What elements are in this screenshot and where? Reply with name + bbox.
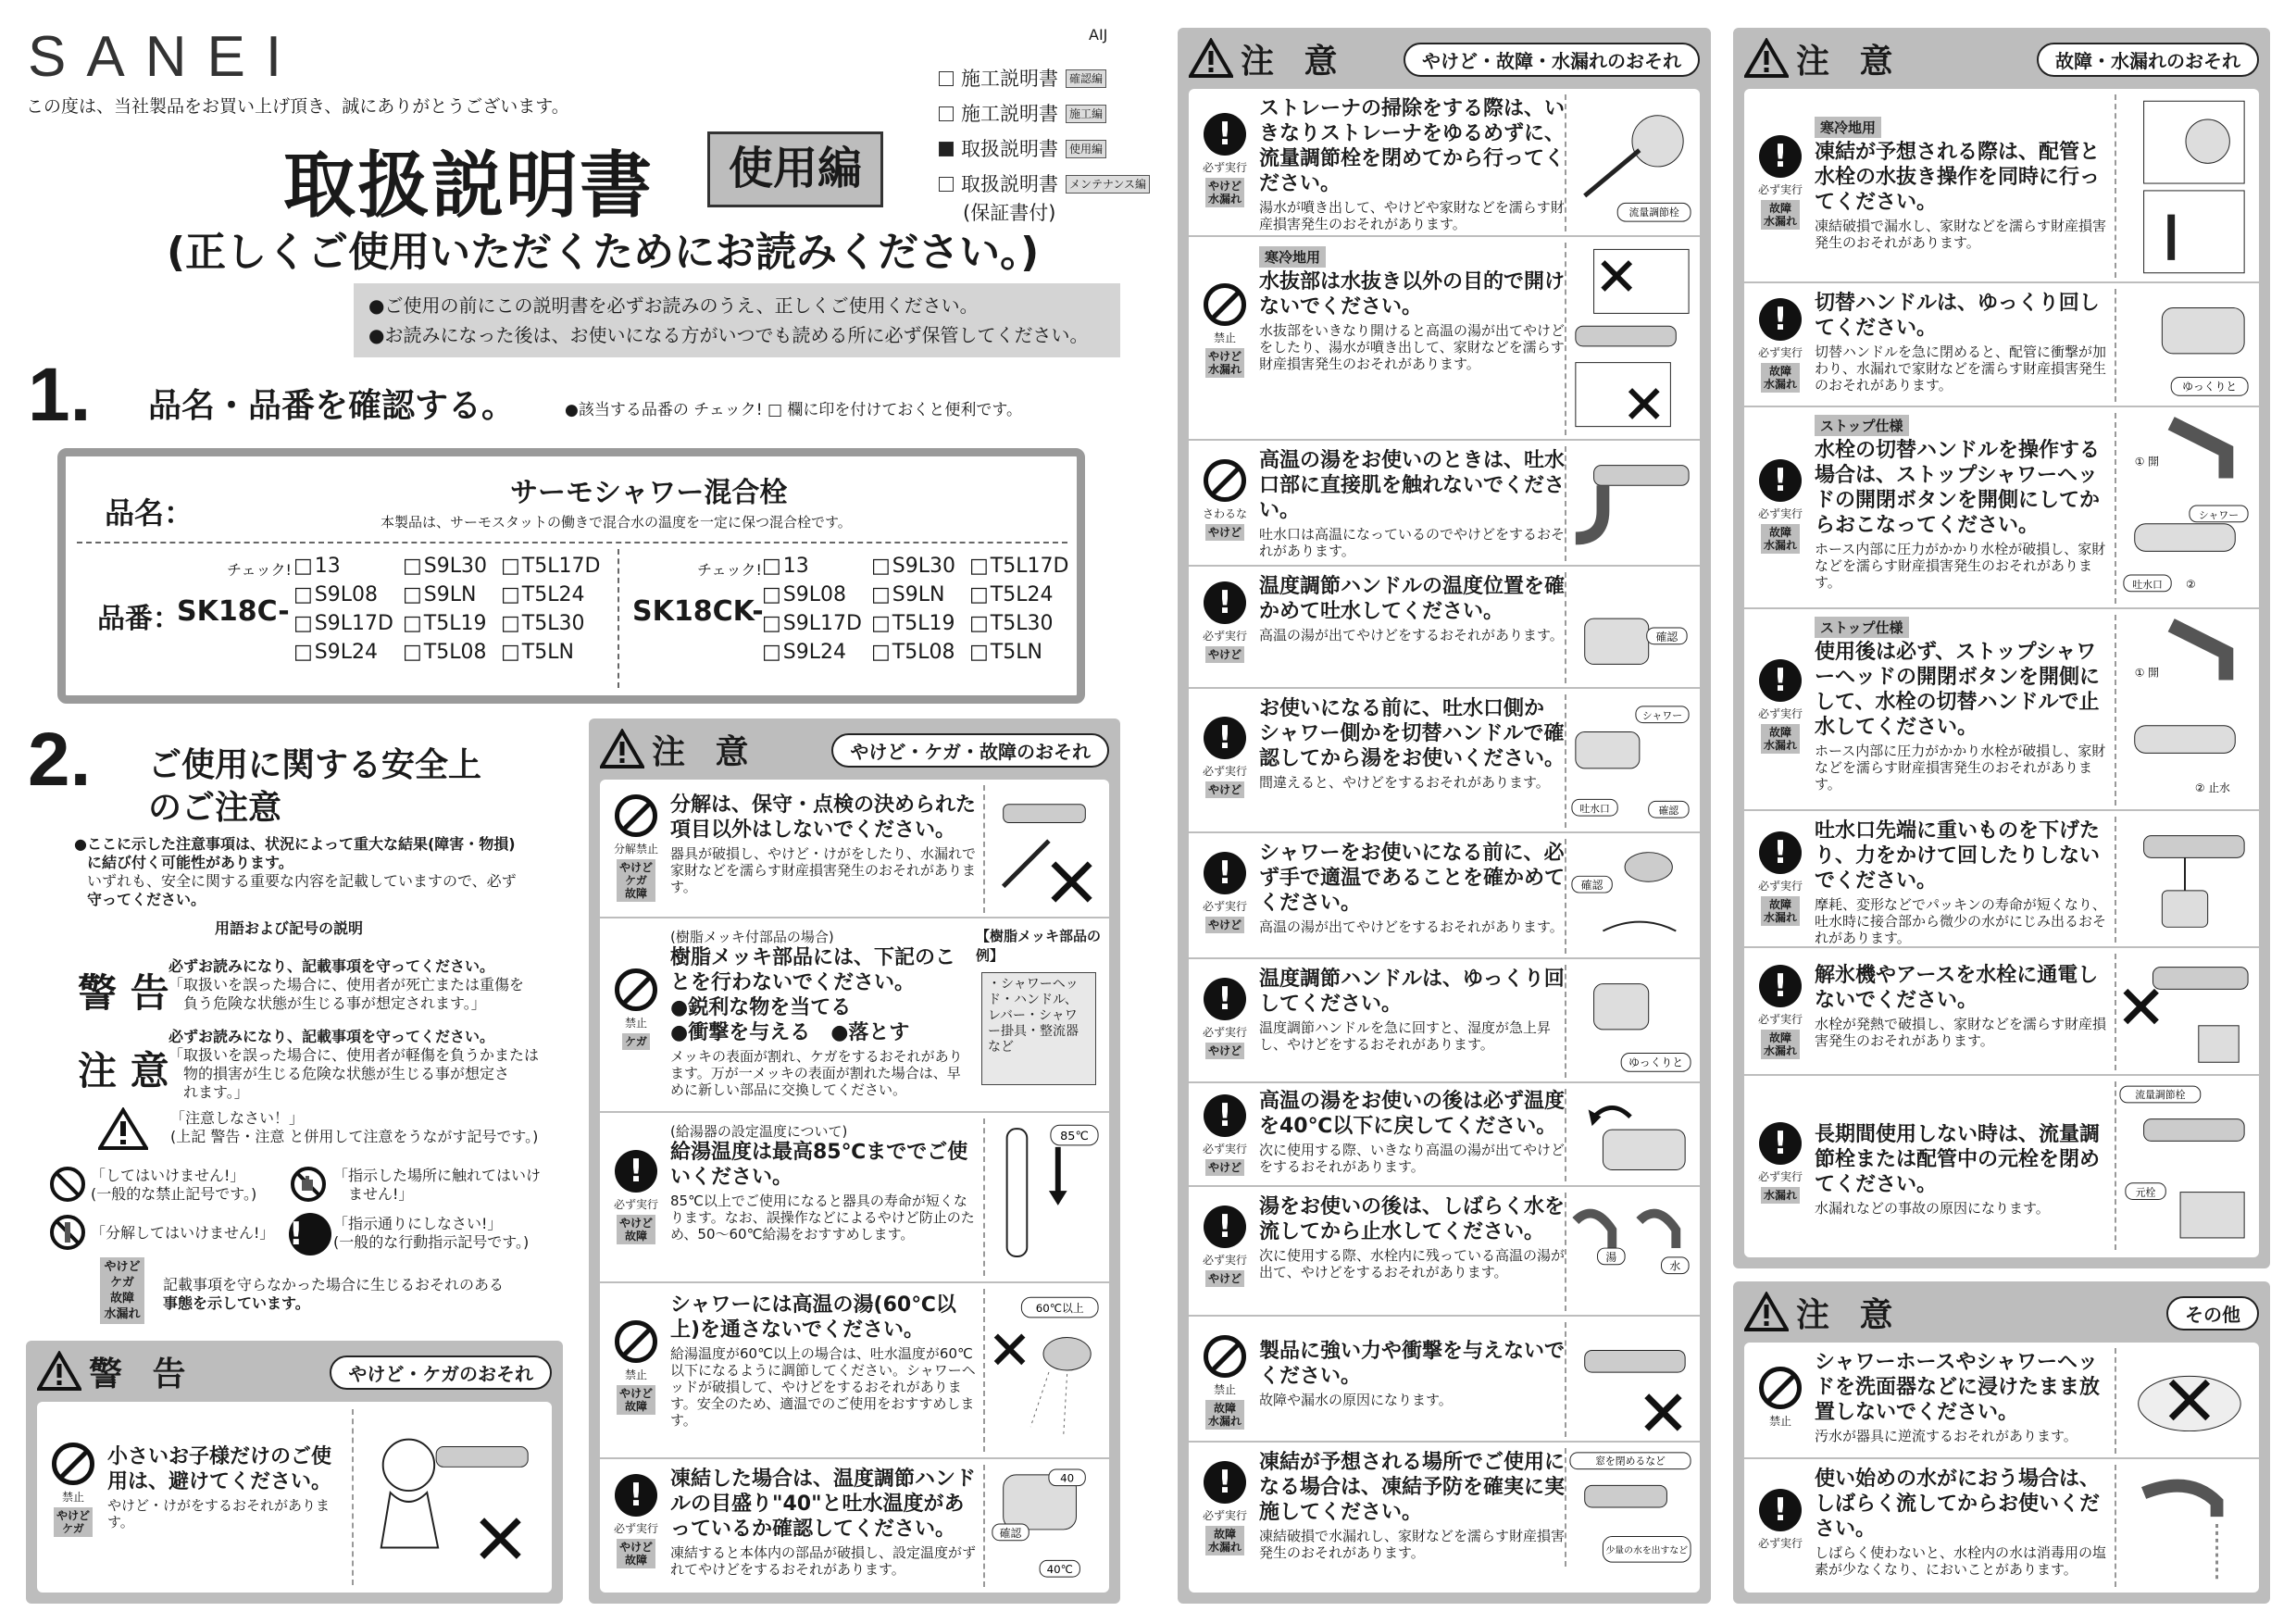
step2-label: ② [2185,577,2196,591]
code-option[interactable]: □ T5LN [501,641,599,664]
must-do-icon: ! [1759,1489,1802,1531]
hazard-tag: 故障 水漏れ [1761,524,1800,554]
must-do-icon: ! [1204,852,1246,894]
switch-handle-illustration [1565,694,1694,828]
code-option[interactable]: □ 13 [762,555,871,578]
caution-term: 注 意 [78,1048,169,1093]
code-option[interactable]: □ S9LN [871,583,969,606]
panel-title: 注 意 [652,732,758,771]
must-do-icon: ! [1204,717,1246,759]
product-description: 本製品は、サーモスタットの働きで混合水の温度を一定に保つ混合栓です。 [381,514,852,531]
heavy-object-illustration [2115,817,2253,943]
code-option[interactable]: □ S9L08 [293,583,403,606]
prohibit-icon [48,1165,87,1204]
code-option[interactable]: □ S9L08 [762,583,871,606]
prohibit-icon [615,1320,657,1363]
code-grid [762,555,1067,664]
checkbox[interactable] [939,71,954,86]
drain-operation-illustration [2115,94,2253,278]
slow-turn-illustration [1565,965,1694,1078]
must-do-icon: ! [1759,298,1802,341]
caution-item: ! 必ず実行 やけど 温度調節ハンドルの温度位置を確かめて吐水してください。 高温の湯が出てやけどをするおそれがあります。 確認 [1189,567,1700,689]
no-disassemble-icon [615,794,657,837]
switch-slowly-illustration [2115,289,2253,402]
code-option[interactable]: □ T5L24 [969,583,1067,606]
panel-body [37,1402,552,1593]
caution-item: ! 必ず実行 故障 水漏れ ストップ仕様 使用後は必ず、ストップシャワーヘッドの開閉ボタンを開側にして、水栓の切替ハンドルで止水してください。 ホース内部に圧力がかかり水栓が破損し、家財などを濡らす財産損害発生のおそれがあります。 ① 開 ② 止水 [1744,609,2259,811]
warning-description: 必ずお読みになり、記載事項を守ってください。 「取扱いを誤った場合に、使用者が死亡または重傷を 負う危険な状態が生じる事が想定されます。」 [168,957,525,1012]
code-option[interactable]: □ T5L30 [969,612,1067,635]
must-do-icon: ! [1204,1461,1246,1504]
small-flow-label: 少量の水を出すなど [1605,1545,1689,1556]
hazard-tag: やけど ケガ 故障 水漏れ [100,1257,144,1324]
product-name: サーモシャワー混合栓 [510,477,788,509]
code-option[interactable]: □ S9LN [403,583,501,606]
flow-valve-label: 流量調節栓 [1628,206,1679,219]
hazard-tag-description: 記載事項を守らなかった場合に生じるおそれのある 事態を示しています。 [163,1276,505,1312]
hazard-tag: 故障 水漏れ [1761,200,1800,230]
must-do-icon: ! [289,1213,331,1255]
temp-40-label: 40℃ [1046,1563,1073,1577]
flush-water-illustration [1565,1193,1694,1311]
panel-body [1744,1343,2259,1593]
stop-spec-label: ストップ仕様 [1815,617,1909,638]
flow-valve-label: 流量調節栓 [2135,1088,2186,1101]
warning-triangle-icon [1744,38,1789,79]
hazard-tag: やけど [1205,1270,1244,1287]
thermometer-illustration [983,1118,1104,1276]
section-title: 品名・品番を確認する。 [148,387,516,425]
hazard-tag: やけど ケガ 故障 [617,859,655,902]
hazard-tag: やけど [1205,917,1244,933]
caution-item: ! 必ず実行 やけど 故障 凍結した場合は、温度調節ハンドルの目盛り"40"と吐水温度があっているか確認してください。 凍結すると本体内の部品が破損し、設定温度がずれてやけどをするおそれがあります。 40 確認 40℃ [600,1459,1109,1593]
warning-triangle-icon [1189,38,1233,79]
hazard-tag: やけど 水漏れ [1205,348,1244,378]
panel-hazard-pill: その他 [2166,1296,2259,1330]
read-notice: ●ご使用の前にこの説明書を必ずお読みのうえ、正しくご使用ください。 ●お読みになった後は、お使いになる方がいつでも読める所に必ず保管してください。 [354,283,1120,357]
code-option[interactable]: □ S9L17D [762,612,871,635]
prohibit-description: 「してはいけません!」 (一般的な禁止記号です。) [91,1167,257,1203]
warning-triangle-icon [600,729,644,769]
section-number: 2. [28,718,92,802]
spout-label: 吐水口 [1579,803,1610,816]
code-option[interactable]: □ 13 [293,555,403,578]
code-option[interactable]: □ T5L19 [871,612,969,635]
must-do-icon: ! [1204,113,1246,156]
hazard-tag: やけど 故障 [617,1385,655,1415]
must-do-icon: ! [1759,659,1802,702]
no-touch-icon [1204,459,1246,502]
valve-close-illustration [2115,1081,2253,1250]
hazard-tag: やけど [1205,1043,1244,1059]
caution-panel [1733,1281,2270,1604]
prohibit-icon [1204,283,1246,326]
hazard-tag: 故障 水漏れ [1205,1400,1244,1430]
check-label: チェック! [697,561,762,579]
code-option[interactable]: □ S9L30 [871,555,969,578]
close-window-label: 窓を閉めるなど [1595,1455,1666,1468]
product-code-prefix: SK18CK- [632,595,764,628]
running-water-illustration [2115,1465,2253,1587]
stop-spec-label: ストップ仕様 [1815,415,1909,436]
caution-description: 必ずお読みになり、記載事項を守ってください。 「取扱いを誤った場合に、使用者が軽傷を負うかまたは 物的損害が生じる危険な状態が生じる事が想定さ れます。」 [168,1028,540,1101]
no-touch-icon [289,1165,328,1204]
caution-panel [1733,28,2270,1268]
hazard-tag: やけど 故障 [617,1539,655,1568]
caution-item: さわるな やけど 高温の湯をお使いのときは、吐水口部に直接肌を触れないでください。 吐水口は高温になっているのでやけどをするおそれがあります。 [1189,441,1700,567]
panel-header [26,1341,563,1402]
panel-hazard-pill: やけど・ケガ・故障のおそれ [831,733,1109,768]
panel-title: 注 意 [1796,1295,1903,1334]
thanks-message: この度は、当社製品をお買い上げ頂き、誠にありがとうございます。 [26,96,569,117]
cold-region-label: 寒冷地用 [1815,117,1881,138]
must-do-icon: ! [1759,965,1802,1007]
must-do-icon: ! [1204,1094,1246,1137]
caution-panel [1178,28,1711,1604]
panel-body [600,780,1109,1593]
must-do-icon: ! [1759,135,1802,178]
code-grid [293,555,599,664]
resin-parts-title: 【樹脂メッキ部品の例】 [976,928,1102,964]
checkbox[interactable] [939,106,954,121]
code-option[interactable]: □ S9L24 [293,641,403,664]
temperature-dial-illustration [983,1465,1104,1587]
divider [618,549,619,688]
divider [77,542,1067,543]
temp-60-label: 60℃以上 [1035,1301,1084,1315]
hazard-tag: 故障 水漏れ [1205,1526,1244,1555]
code-option[interactable]: □ T5L19 [403,612,501,635]
reset-temp-illustration [1565,1089,1694,1181]
panel-header [1733,1281,2270,1343]
open-label: ① 開 [2134,666,2159,680]
warning-triangle-icon [1744,1292,1789,1332]
code-option[interactable]: □ T5L08 [871,641,969,664]
must-do-description: 「指示通りにしなさい!」 (一般的な行動指示記号です。) [333,1215,530,1251]
code-option[interactable]: □ T5L24 [501,583,599,606]
slowly-label: ゆっくりと [1628,1056,1684,1069]
confirm-label: 確認 [1655,630,1678,643]
brand-logo: SANEI [28,25,303,89]
product-code-prefix: SK18C- [177,595,290,628]
checklist-item: 取扱説明書 メンテナンス編 [939,167,1150,202]
code-option[interactable]: □ T5L17D [501,555,599,578]
water-label: 水 [1669,1259,1681,1273]
page-subtitle: (正しくご使用いただくためにお読みください。) [167,229,1040,276]
dial-40-label: 40 [1060,1471,1075,1485]
must-do-icon: ! [1204,978,1246,1020]
shower-head-illustration [983,1289,1104,1452]
stop-shower-illustration [2115,413,2253,604]
hazard-tag: やけど [1205,524,1244,541]
caution-item: 禁止 やけど 故障 シャワーには高温の湯(60℃以上)を通さないでください。 給湯温度が60℃以上の場合は、吐水温度が60℃以下になるように調節してください。シャワーヘッドが破損して、やけどをするおそれがあります。安全のため、適温でのご使用をおすすめします。 60℃以上 [600,1283,1109,1459]
caution-item: 禁止 ケガ (樹脂メッキ付部品の場合) 樹脂メッキ部品には、下記のことを行わないでください。 ●鋭利な物を当てる ●衝撃を与える ●落とす メッキの表面が割れ、ケガをするおそれがあります。万が一メッキの表面が割れた場合は、早めに新しい部品に交換してください。 【樹脂メッキ部品の例】 ・シャワーヘッド・ハンドル、レバー・シャワー掛具・整流器 など [600,918,1109,1113]
caution-item: ! 必ず実行 故障 水漏れ 吐水口先端に重いものを下げたり、力をかけて回したりしないでください。 摩耗、変形などでパッキンの寿命が短くなり、吐水時に接合部から微少の水がにじみ出るおそれがあります。 [1744,811,2259,948]
panel-title: 注 意 [1241,42,1347,81]
caution-item: ! 必ず実行 故障 水漏れ 凍結が予想される場所でご使用になる場合は、凍結予防を確実に実施してください。 凍結破損で水漏れし、家財などを濡らす財産損害発生のおそれがあります。 窓を閉めるなど 少量の水を出すなど [1189,1443,1700,1572]
caution-item: ! 必ず実行 故障 水漏れ 寒冷地用 凍結が予想される際は、配管と水栓の水抜き操作を同時に行ってください。 凍結破損で漏水し、家財などを濡らす財産損害発生のおそれがあります。 [1744,89,2259,283]
caution-item: ! 必ず実行 水漏れ 長期間使用しない時は、流量調節栓または配管中の元栓を閉めてください。 水漏れなどの事故の原因になります。 流量調節栓 元栓 [1744,1076,2259,1255]
hazard-tag: 水漏れ [1761,1187,1800,1204]
confirm-label: 確認 [1580,879,1603,893]
hazard-tag: 故障 水漏れ [1761,724,1800,754]
attention-description: 「注意しなさい！」 (上記 警告・注意 と併用して注意をうながす記号です。) [170,1109,539,1145]
checklist-item: 施工説明書 確認編 [939,61,1150,96]
prohibit-icon [615,968,657,1011]
strainer-illustration [1565,94,1694,231]
hazard-tag: やけど [1205,1159,1244,1176]
confirm-label: 確認 [1658,805,1679,818]
warning-term: 警 告 [78,970,169,1016]
temp-85-label: 85℃ [1060,1129,1089,1143]
basin-illustration [2115,1348,2253,1454]
panel-hazard-pill: 故障・水漏れのおそれ [2037,43,2259,77]
item-symbol: 禁止 やけど ケガ [46,1443,100,1537]
section-note: ●該当する品番の チェック! □ 欄に印を付けておくと便利です。 [565,401,1023,419]
stop-water-illustration [2115,615,2253,806]
hazard-tag: やけど 故障 [617,1215,655,1244]
attention-icon [98,1107,148,1150]
resin-parts-list: ・シャワーヘッド・ハンドル、レバー・シャワー掛具・整流器 など [981,972,1096,1085]
shower-label: シャワー [1641,709,1683,722]
section-title: のご注意 [148,789,282,827]
no-disassemble-icon [48,1213,87,1252]
drain-illustration [1565,243,1694,435]
hot-label: 湯 [1605,1250,1617,1264]
checklist-item: 取扱説明書 使用編 [939,131,1150,167]
panel-body [1744,89,2259,1257]
must-do-icon: ! [615,1474,657,1517]
caution-panel [589,718,1120,1604]
must-do-icon: ! [1759,831,1802,874]
hazard-tag: ケガ [622,1033,650,1050]
main-valve-label: 元栓 [2135,1186,2156,1199]
temp-handle-illustration [1565,572,1694,683]
code-option[interactable]: □ T5L17D [969,555,1067,578]
item-text: 小さいお子様だけのご使用は、避けてください。 やけど・けがをするおそれがあります。 [107,1445,332,1530]
product-name-label: 品名： [105,495,194,531]
caution-item: ! 必ず実行 故障 水漏れ 切替ハンドルは、ゆっくり回してください。 切替ハンドルを急に閉めると、配管に衝撃が加わり、水漏れで家財などを濡らす財産損害発生のおそれがあります。 ゆっくりと [1744,283,2259,407]
panel-title: 注 意 [1796,42,1903,81]
caution-item: ! 必ず実行 やけど シャワーをお使いになる前に、必ず手で適温であることを確かめてください。 高温の湯が出てやけどをするおそれがあります。 確認 [1189,833,1700,959]
hazard-tag: やけど [1205,646,1244,663]
check-label: チェック! [227,561,292,579]
hazard-tag: 故障 水漏れ [1761,363,1800,393]
section-number: 1. [28,353,92,437]
must-do-icon: ! [1759,459,1802,502]
caution-item: ! 必ず実行 やけど お使いになる前に、吐水口側かシャワー側かを切替ハンドルで確認してから湯をお使いください。 間違えると、やけどをするおそれがあります。 シャワー 吐水口 確認 [1189,689,1700,833]
panel-hazard-pill: やけど・故障・水漏れのおそれ [1404,43,1700,77]
warning-panel [26,1341,563,1604]
prohibit-icon [1759,1367,1802,1409]
panel-header [1178,28,1711,89]
product-box [57,448,1085,704]
caution-item: ! 必ず実行 故障 水漏れ 解氷機やアースを水栓に通電しないでください。 水栓が発熱で破損し、家財などを濡らす財産損害発生のおそれがあります。 [1744,948,2259,1076]
caution-item: ! 必ず実行 使い始めの水がにおう場合は、しばらく流してからお使いください。 しばらく使わないと、水栓内の水は消毒用の塩素が少なくなり、においことがあります。 [1744,1459,2259,1593]
caution-item: ! 必ず実行 故障 水漏れ ストップ仕様 水栓の切替ハンドルを操作する場合は、ストップシャワーヘッドの開閉ボタンを開側にしてからおこなってください。 ホース内部に圧力がかかり水栓が破損し、家財などを濡らす財産損害発生のおそれがあります。 ① 開 シャワー 吐水口 ② [1744,407,2259,609]
code-option[interactable]: □ T5L30 [501,612,599,635]
checkbox-checked[interactable] [939,142,954,156]
panel-title: 警 告 [89,1355,195,1393]
no-current-illustration [2115,954,2253,1070]
document-code: AIJ [1089,26,1108,44]
spout-label: 吐水口 [2132,578,2163,591]
warranty-note: (保証書付) [963,202,1056,224]
freeze-prevent-illustration [1565,1448,1694,1567]
warning-triangle-icon [37,1351,81,1392]
caution-item: ! 必ず実行 やけど 湯をお使いの後は、しばらく水を流してから止水してください。 次に使用する際、水栓内に残っている高温の湯が出て、やけどをするおそれがあります。 湯 水 [1189,1187,1700,1317]
hazard-tag: やけど ケガ [54,1507,93,1537]
must-do-icon: ! [1759,1122,1802,1165]
child-faucet-illustration [352,1409,546,1585]
caution-item: 分解禁止 やけど ケガ 故障 分解は、保守・点検の決められた項目以外はしないでください。 器具が破損し、やけど・けがをしたり、水漏れで家財などを濡らす財産損害発生のおそれがあります。 [600,780,1109,918]
checklist-item: 施工説明書 施工編 [939,96,1150,131]
no-touch-description: 「指示した場所に触れてはいけ ません!」 [333,1167,542,1203]
hazard-tag: 故障 水漏れ [1761,1030,1800,1059]
prohibit-icon [52,1443,94,1485]
panel-body [1189,89,1700,1593]
hand-test-illustration [1565,839,1694,954]
spout-illustration [1565,446,1694,561]
must-do-icon: ! [1204,1206,1246,1248]
warning-item [37,1402,552,1593]
code-option[interactable]: □ S9L24 [762,641,871,664]
stop-label: ② 止水 [2194,781,2230,794]
caution-item: 禁止 シャワーホースやシャワーヘッドを洗面器などに浸けたまま放置しないでください。 汚水が器具に逆流するおそれがあります。 [1744,1343,2259,1459]
edition-badge: 使用編 [707,131,883,207]
slowly-label: ゆっくりと [2182,380,2238,394]
open-label: ① 開 [2134,455,2159,468]
code-option[interactable]: □ S9L30 [403,555,501,578]
panel-hazard-pill: やけど・ケガのおそれ [330,1355,552,1390]
must-do-icon: ! [1204,581,1246,624]
code-option[interactable]: □ T5LN [969,641,1067,664]
section-title: ご使用に関する安全上 [148,746,482,784]
confirm-label: 確認 [999,1526,1022,1540]
caution-item: ! 必ず実行 やけど 温度調節ハンドルは、ゆっくり回してください。 温度調節ハンドルを急に回すと、湿度が急上昇し、やけどをするおそれがあります。 ゆっくりと [1189,959,1700,1083]
safety-intro: ●ここに示した注意事項は、状況によって重大な結果(障害・物損) に結び付く可能性があります。 いずれも、安全に関する重要な内容を記載していますので、必ず 守ってください。 [74,835,517,908]
code-option[interactable]: □ T5L08 [403,641,501,664]
panel-header [589,718,1120,780]
panel-header [1733,28,2270,89]
cold-region-label: 寒冷地用 [1259,246,1326,268]
must-do-icon: ! [615,1150,657,1193]
disassemble-illustration [983,785,1104,913]
manual-checklist [939,61,1150,224]
hazard-tag: 故障 水漏れ [1761,896,1800,926]
shower-label: シャワー [2198,508,2240,521]
impact-illustration [1565,1322,1694,1437]
caution-item: ! 必ず実行 やけど 高温の湯をお使いの後は必ず温度を40℃以下に戻してください。 次に使用する際、いきなり高温の湯が出てやけどをするおそれがあります。 [1189,1083,1700,1187]
code-option[interactable]: □ S9L17D [293,612,403,635]
legend-heading: 用語および記号の説明 [215,919,364,937]
caution-item: ! 必ず実行 やけど 故障 (給湯器の設定温度について) 給湯温度は最高85℃まででご使いください。 85℃以上でご使用になると器具の寿命が短くなります。なお、誤操作などによるやけど防止のため、50～60℃給湯をおすすめします。 85℃ [600,1113,1109,1283]
prohibit-icon [1204,1335,1246,1378]
caution-item: ! 必ず実行 やけど 水漏れ ストレーナの掃除をする際は、いきなりストレーナをゆるめずに、流量調節栓を閉めてから行ってください。 湯水が噴き出して、やけどや家財などを濡らす財産損害発生のおそれがあります。 流量調節栓 [1189,89,1700,237]
caution-item: 禁止 故障 水漏れ 製品に強い力や衝撃を与えないでください。 故障や漏水の原因になります。 [1189,1317,1700,1443]
product-code-label: 品番： [97,603,181,635]
no-disassemble-description: 「分解してはいけません!」 [91,1224,275,1242]
page-title: 取扱説明書 [283,144,655,228]
hazard-tag: やけど 水漏れ [1205,178,1244,207]
hazard-tag: やけど [1205,781,1244,798]
checkbox[interactable] [939,177,954,192]
caution-item: 禁止 やけど 水漏れ 寒冷地用 水抜部は水抜き以外の目的で開けないでください。 水抜部をいきなり開けると高温の湯が出てやけどをしたり、湯水が噴き出して、家財などを濡らす財産損害発生のおそれがあります。 [1189,237,1700,441]
